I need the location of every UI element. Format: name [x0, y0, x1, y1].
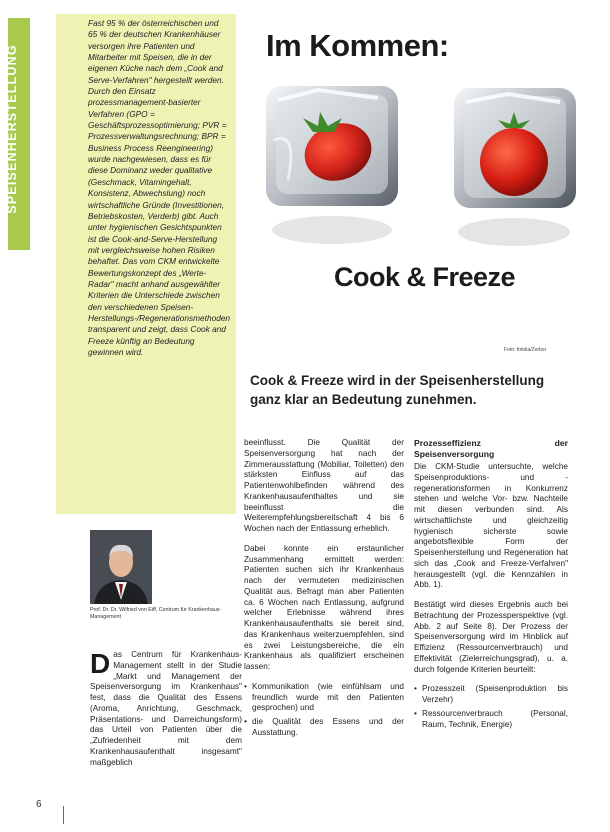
paragraph: beeinflusst. Die Qualität der Speisenversorgung hat nach der Zimmerausstattung (Mobiliar, Toiletten) den stärksten Einfluss auf das Patientenwohlbefinden während des Krankenhausaufenthaltes und sie beeinflusst die Weiterempfehlungsbereitschaft 4 bis 6 Wochen nach der Entlassung erheblich. [244, 438, 404, 533]
drop-cap: D [90, 648, 111, 679]
author-portrait [90, 530, 152, 604]
list-item: • Kommunikation (wie einfühlsam und freundlich wurde mit den Patienten gesprochen) und [244, 682, 404, 714]
headline-subtitle: Cook & Freeze [334, 262, 516, 292]
page-number: 6 [36, 799, 42, 810]
photo-credit: Foto: fotolia/Zerbor [504, 347, 547, 353]
paragraph: Dabei konnte ein erstaunlicher Zusammenhang ermittelt werden: Patienten suchen sich ihr Krankenhaus nach der vermuteten medizinischen Qualität aus. Befragt man aber Patienten ca. 6 Wochen nach Entlassung, aufgrund welcher Erlebnisse während ihres Krankenhausaufenthalts sie bereit sind, das Krankenhaus weiterzuempfehlen, sind es zwei Leistungsbereiche, die ein Krankenhaus als qualifiziert erscheinen lassen: [244, 543, 404, 671]
page-divider [63, 806, 64, 824]
paragraph: Die CKM-Studie untersuchte, welche Speisenproduktions- und -regenerationsformen in Konkurrenz stehen und welche Vor- bzw. Nachteile mit diesen verbunden sind. Als wirtschaftlichste und gleichzeitig hygienisch sicherste sowie angebotsflexible Form der Speisenherstellung und Regeneration hat sich das „Cook and Freeze-Verfahren" herausgestellt (vgl. die Kennzahlen in Abb. 1). [414, 462, 568, 590]
intro-body: as Centrum für Krankenhaus-Management stellt in der Studie „Markt und Management der Speisenversorgung im Krankenhaus" fest, dass die Qualität des Essens (Aroma, Anrichtung, Geschmack, Präsentations- und Darreichungsform) das Urteil von Patienten über die „Zufriedenheit mit dem Krankenhausaufenthalt insgesamt" maßgeblich [90, 650, 242, 767]
section-label: SPEISENHERSTELLUNG [5, 44, 19, 214]
article-column-middle [244, 438, 404, 742]
sidebar-text: Fast 95 % der österreichischen und 65 % der deutschen Krankenhäuser versorgen ihre Patienten und Mitarbeiter mit Speisen, die in der eigenen Küche nach dem „Cook and Serve-Verfahren" hergestellt werden. Durch den Einsatz prozessmanagement-basierter Verfahren (GPO = Geschäftsprozessoptimierung; PVR = Prozessverwaltungsrechnung; BPR = Business Process Reengineering) wurde nachgewiesen, dass es für diese Dominanz weder qualitative (Geschmack, Vitamingehalt, Konsistenz, Abwechslung) noch wirtschaftliche Gründe (Investitionen, Betriebskosten, Verderb) gibt. Auch unter hygienischen Gesichtspunkten ist die Cook-and-Serve-Herstellung mit vergleichsweise hohen Risiken behaftet. Das vom CKM entwickelte Bewertungskonzept des „Werte-Radar" macht anhand ausgewählter Kriterien die Unterschiede zwischen den verschiedenen Speisen-Herstellungs-/Regenerationsmethoden transparent und zeigt, dass Cook and Freeze künftig an Bedeutung gewinnen wird. [88, 18, 231, 357]
ice-cube-strawberry-image [258, 80, 406, 255]
paragraph: Bestätigt wird dieses Ergebnis auch bei Betrachtung der Prozessperspektive (vgl. Abb. 2 auf Seite 8). Der Prozess der Speisenversorgung wird im Hinblick auf Effizienz (Ressourcenverbrauch) und Effektivität (Zielerreichungsgrad), u. a. durch folgende Kriterien beurteilt: [414, 600, 568, 674]
author-caption: Prof. Dr. Dr. Wilfried von Eiff, Centrum für Krankenhaus-Management [90, 607, 222, 621]
section-heading: Prozesseffizienz der Speisenversorgung [414, 438, 568, 459]
intro-text [90, 650, 242, 768]
article-column-right [414, 438, 568, 733]
list-item: • Prozesszeit (Speisenproduktion bis Verzehr) [414, 684, 568, 706]
bullet-list [414, 684, 568, 730]
headline-title: Im Kommen: [266, 28, 449, 63]
lead-text: Cook & Freeze wird in der Speisenherstellung ganz klar an Bedeutung zunehmen. [250, 373, 545, 407]
list-item: • Ressourcenverbrauch (Personal, Raum, Technik, Energie) [414, 709, 568, 731]
list-item: • die Qualität des Essens und der Ausstattung. [244, 717, 404, 739]
bullet-list [244, 682, 404, 739]
ice-cube-tomato-image [448, 84, 582, 256]
